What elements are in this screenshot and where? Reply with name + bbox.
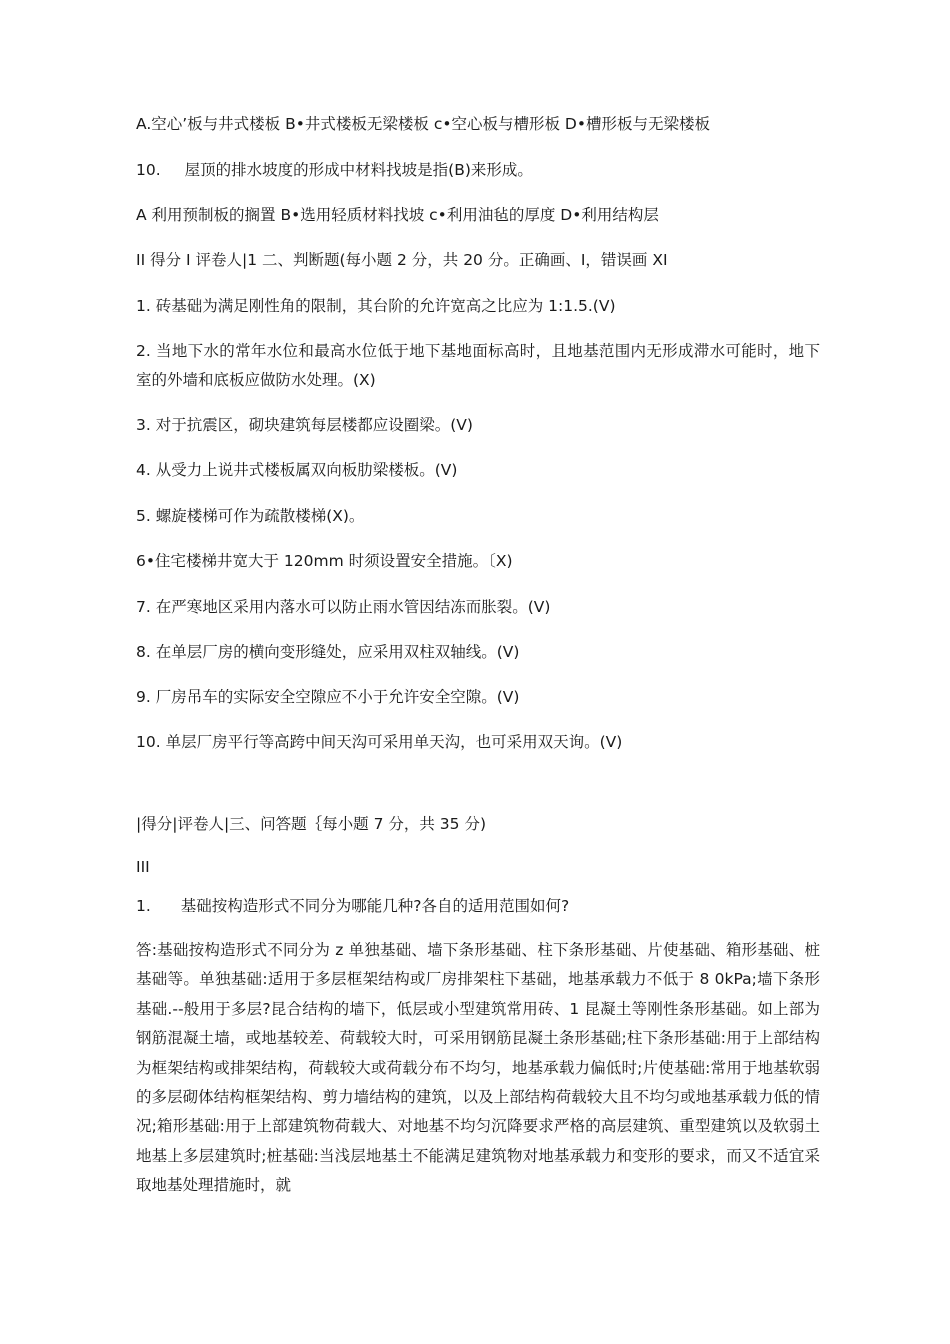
mc-question-10-number: 10. (136, 161, 161, 179)
tf-item-1: 1. 砖基础为满足刚性角的限制，其台阶的允许宽高之比应为 1:1.5.(V) (136, 297, 616, 315)
tf-item-4: 4. 从受力上说井式楼板属双向板肋梁楼板。(V) (136, 461, 458, 479)
section-2-header: II 得分 I 评卷人|1 二、判断题(每小题 2 分，共 20 分。正确画、I，错误画 XI (136, 251, 668, 269)
tf-item-6: 6•住宅楼梯井宽大于 120mm 时须设置安全措施。〔X) (136, 552, 513, 570)
mc-question-10-text: 屋顶的排水坡度的形成中材料找坡是指(B)来形成。 (184, 161, 533, 179)
qa-question-1-text: 基础按构造形式不同分为哪能几种?各自的适用范围如何? (180, 897, 570, 915)
mc-options-10: A 利用预制板的搁置 B•选用轻质材料找坡 c•利用油毡的厚度 D•利用结构层 (136, 206, 659, 224)
tf-item-3: 3. 对于抗震区，砌块建筑每层楼都应设圈梁。(V) (136, 416, 473, 434)
qa-answer-1: 答:基础按构造形式不同分为 z 单独基础、墙下条形基础、柱下条形基础、片使基础、箱形基础、桩基础等。单独基础:适用于多层框架结构或厂房排架柱下基础，地基承载力不低于 8 0kPa;墙下条形基础.--般用于多层?昆合结构的墙下，低层或小型建筑常用砖、1 昆凝土等刚性条形基础。如上部为钢筋混凝土墙，或地基较差、荷载较大时，可采用钢筋昆凝土条形基础;柱下条形基础:用于上部结构为框架结构或排架结构，荷载较大或荷载分布不均匀，地基承载力偏低时;片使基础:常用于地基软弱的多层砌体结构框架结构、剪力墙结构的建筑，以及上部结构荷载较大且不均匀或地基承载力低的情况;箱形基础:用于上部建筑物荷载大、对地基不均匀沉降要求严格的高层建筑、重型建筑以及软弱土地基上多层建筑时;桩基础:当浅层地基土不能满足建筑物对地基承载力和变形的要求，而又不适宜采取地基处理措施时，就 (136, 941, 820, 1195)
tf-item-2: 2. 当地下水的常年水位和最高水位低于地下基地面标高时，且地基范围内无形成滞水可能时，地下室的外墙和底板应做防水处理。(X) (136, 342, 821, 389)
qa-question-1 (136, 895, 569, 917)
qa-question-1-number: 1. (136, 897, 151, 915)
section-3-header: |得分|评卷人|三、问答题｛每小题 7 分，共 35 分) (136, 815, 487, 833)
mc-question-10 (136, 159, 533, 181)
mc-options-9: A.空心’板与井式楼板 B•井式楼板无梁楼板 c•空心板与槽形板 D•槽形板与无梁楼板 (136, 115, 710, 133)
tf-item-9: 9. 厂房吊车的实际安全空隙应不小于允许安全空隙。(V) (136, 688, 520, 706)
section-3-mark: III (136, 858, 150, 876)
tf-item-7: 7. 在严寒地区采用内落水可以防止雨水管因结冻而胀裂。(V) (136, 598, 551, 616)
tf-item-10: 10. 单层厂房平行等高跨中间天沟可采用单天沟，也可采用双天询。(V) (136, 733, 623, 751)
tf-item-8: 8. 在单层厂房的横向变形缝处，应采用双柱双轴线。(V) (136, 643, 520, 661)
tf-item-5: 5. 螺旋楼梯可作为疏散楼梯(X)。 (136, 507, 365, 525)
